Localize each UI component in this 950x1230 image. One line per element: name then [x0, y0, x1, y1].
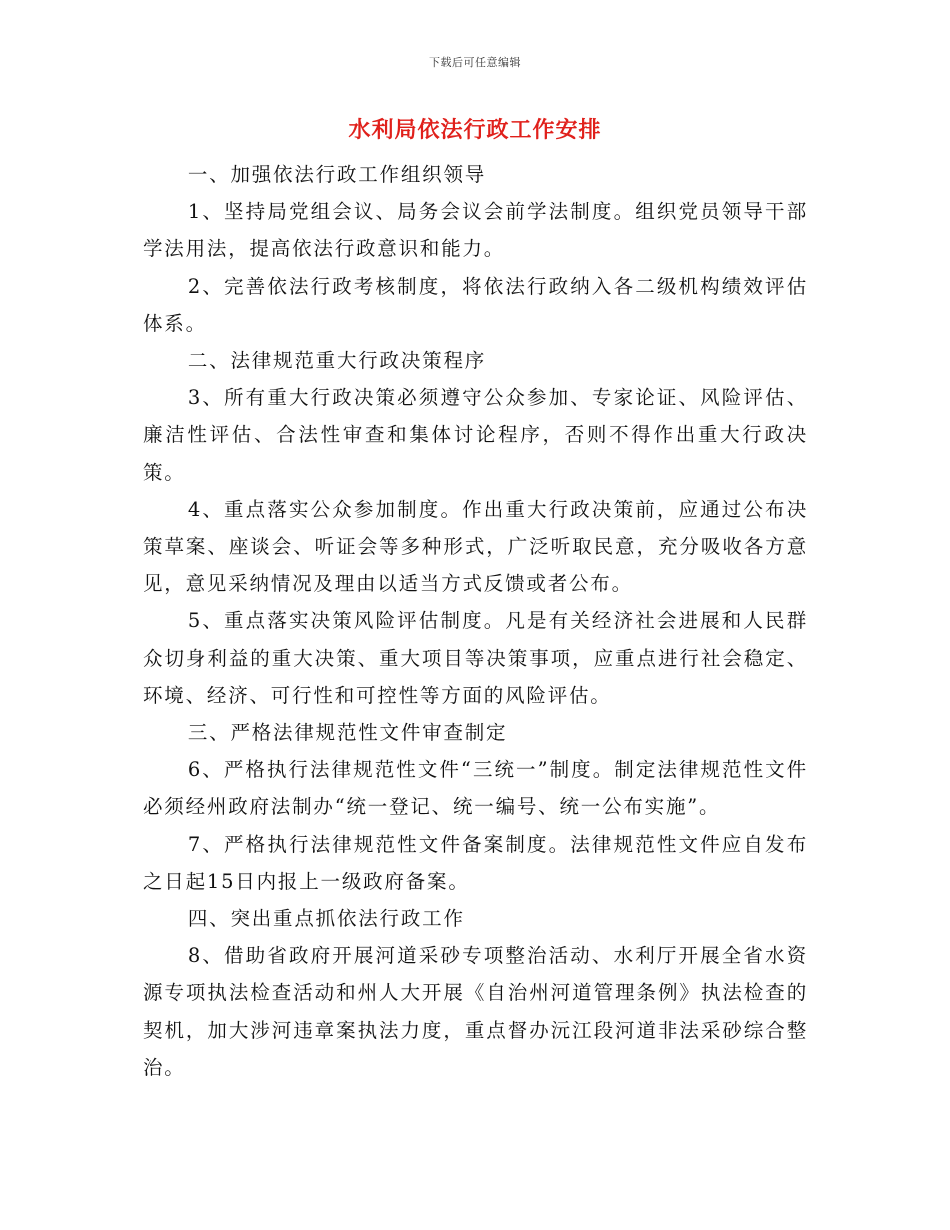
section-heading: 一、加强依法行政工作组织领导 [187, 163, 487, 186]
section-heading: 三、严格法律规范性文件审查制定 [187, 721, 508, 745]
document-title: 水利局依法行政工作安排 [348, 118, 602, 143]
document-body [143, 156, 808, 1086]
paragraph: 3、所有重大行政决策必须遵守公众参加、专家论证、风险评估、廉洁性评估、合法性审查和集体讨论程序，否则不得作出重大行政决策。 [143, 386, 808, 484]
section-heading: 四、突出重点抓依法行政工作 [187, 907, 465, 931]
paragraph: 5、重点落实决策风险评估制度。凡是有关经济社会进展和人民群众切身利益的重大决策、重大项目等决策事项，应重点进行社会稳定、环境、经济、可行性和可控性等方面的风险评估。 [143, 609, 808, 707]
paragraph: 6、严格执行法律规范性文件“三统一”制度。制定法律规范性文件必须经州政府法制办“统一登记、统一编号、统一公布实施”。 [143, 758, 808, 819]
paragraph: 8、借助省政府开展河道采砂专项整治活动、水利厅开展全省水资源专项执法检查活动和州人大开展《自治州河道管理条例》执法检查的契机，加大涉河违章案执法力度，重点督办沅江段河道非法采砂综合整治。 [143, 944, 808, 1079]
paragraph: 2、完善依法行政考核制度，将依法行政纳入各二级机构绩效评估体系。 [143, 274, 808, 335]
section-heading: 二、法律规范重大行政决策程序 [187, 349, 487, 373]
header-note: 下载后可任意编辑 [429, 56, 521, 69]
paragraph: 4、重点落实公众参加制度。作出重大行政决策前，应通过公布决策草案、座谈会、听证会等多种形式，广泛听取民意，充分吸收各方意见，意见采纳情况及理由以适当方式反馈或者公布。 [143, 497, 808, 596]
paragraph: 7、严格执行法律规范性文件备案制度。法律规范性文件应自发布之日起15日内报上一级政府备案。 [143, 832, 808, 893]
paragraph: 1、坚持局党组会议、局务会议会前学法制度。组织党员领导干部学法用法，提高依法行政意识和能力。 [143, 200, 808, 261]
